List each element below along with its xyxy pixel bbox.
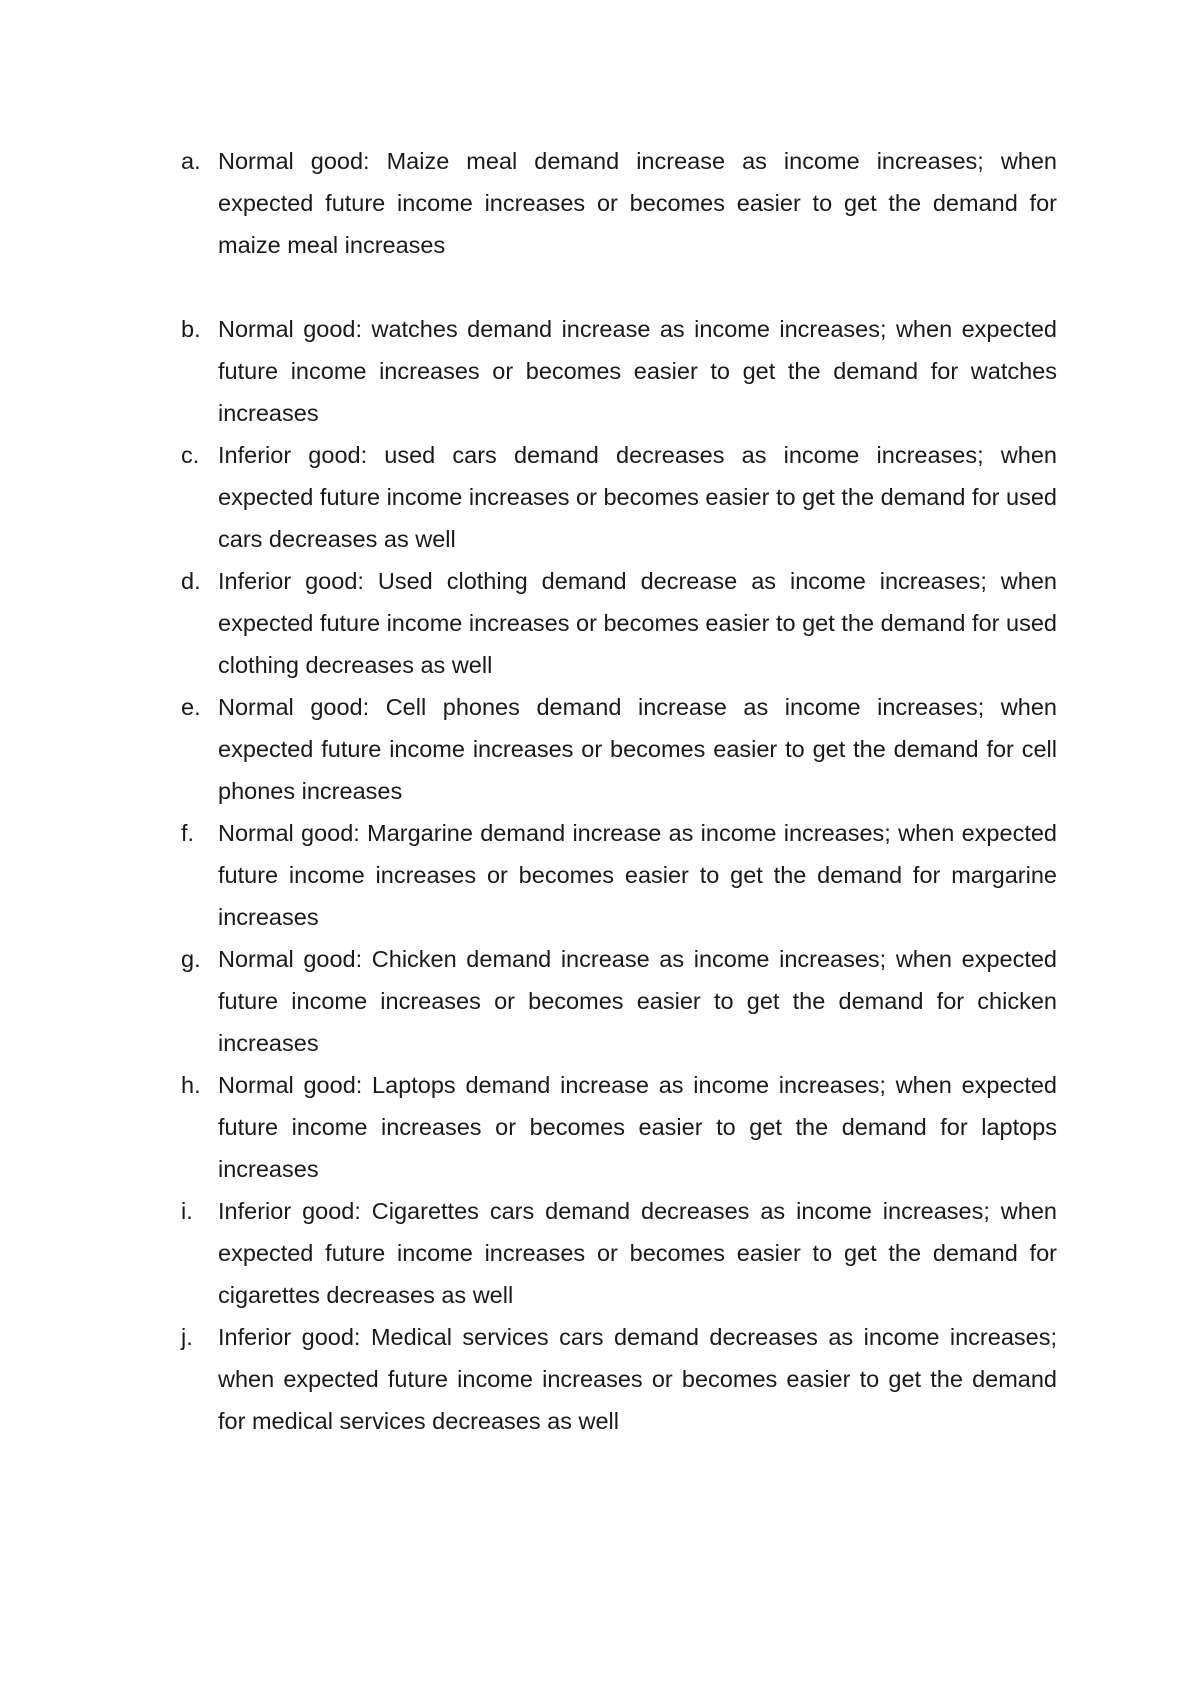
list-marker: b. bbox=[181, 316, 201, 342]
list-marker: a. bbox=[181, 148, 201, 174]
list-item-text: Normal good: watches demand increase as income increases; when expected future income increases or becomes easier to get the demand for watches increases bbox=[218, 316, 1057, 426]
list-item bbox=[181, 1064, 1057, 1190]
list-marker: e. bbox=[181, 694, 201, 720]
list-item-text: Normal good: Margarine demand increase as income increases; when expected future income increases or becomes easier to get the demand for margarine increases bbox=[218, 820, 1057, 930]
list-item-text: Normal good: Cell phones demand increase as income increases; when expected future income increases or becomes easier to get the demand for cell phones increases bbox=[218, 694, 1057, 804]
list-marker: c. bbox=[181, 442, 200, 468]
list-item-text: Normal good: Laptops demand increase as income increases; when expected future income increases or becomes easier to get the demand for laptops increases bbox=[218, 1072, 1057, 1182]
list-item-text: Normal good: Chicken demand increase as income increases; when expected future income increases or becomes easier to get the demand for chicken increases bbox=[218, 946, 1057, 1056]
list-item bbox=[181, 560, 1057, 686]
answer-list bbox=[181, 140, 1057, 1442]
list-item bbox=[181, 812, 1057, 938]
list-item-text: Normal good: Maize meal demand increase as income increases; when expected future income increases or becomes easier to get the demand for maize meal increases bbox=[218, 148, 1057, 258]
list-item bbox=[181, 1190, 1057, 1316]
list-item-text: Inferior good: used cars demand decreases as income increases; when expected future income increases or becomes easier to get the demand for used cars decreases as well bbox=[218, 442, 1057, 552]
list-marker: d. bbox=[181, 568, 201, 594]
list-marker: g. bbox=[181, 946, 201, 972]
list-item-text: Inferior good: Cigarettes cars demand decreases as income increases; when expected future income increases or becomes easier to get the demand for cigarettes decreases as well bbox=[218, 1198, 1057, 1308]
list-item bbox=[181, 434, 1057, 560]
list-item-text: Inferior good: Medical services cars demand decreases as income increases; when expected future income increases or becomes easier to get the demand for medical services decreases as well bbox=[218, 1324, 1057, 1434]
list-item bbox=[181, 938, 1057, 1064]
list-marker: i. bbox=[181, 1198, 193, 1224]
list-item bbox=[181, 140, 1057, 266]
list-marker: f. bbox=[181, 820, 195, 846]
list-marker: j. bbox=[181, 1324, 193, 1350]
list-item bbox=[181, 1316, 1057, 1442]
list-item-text: Inferior good: Used clothing demand decrease as income increases; when expected future income increases or becomes easier to get the demand for used clothing decreases as well bbox=[218, 568, 1057, 678]
list-marker: h. bbox=[181, 1072, 201, 1098]
list-item bbox=[181, 686, 1057, 812]
list-item bbox=[181, 308, 1057, 434]
